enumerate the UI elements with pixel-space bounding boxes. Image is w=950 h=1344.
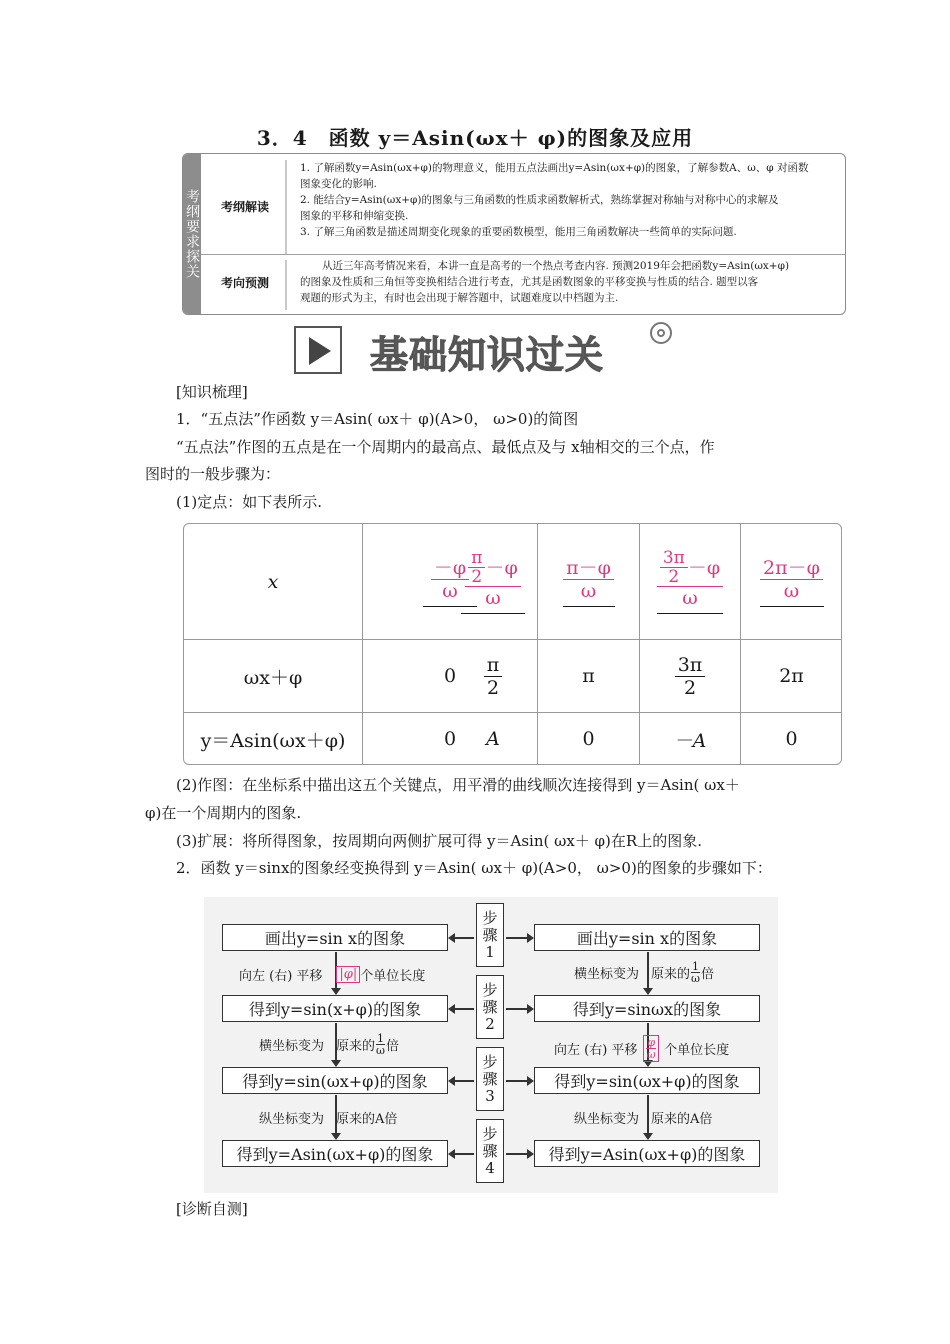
flow-note-right-3 bbox=[574, 1108, 712, 1127]
fraction-denominator: ω bbox=[485, 587, 501, 609]
step-box-3 bbox=[476, 1047, 504, 1111]
text-line: 图象变化的影响. bbox=[300, 178, 377, 190]
fraction-numerator: π bbox=[484, 654, 503, 677]
table-cell-y-5: 0 bbox=[785, 728, 798, 750]
answer-blank-line bbox=[461, 613, 525, 614]
paragraph-2b: 图时的一般步骤为： bbox=[145, 465, 281, 483]
exam-outline-box bbox=[182, 153, 846, 315]
note-text: 个单位长度 bbox=[360, 969, 426, 984]
flow-right-box-4: 得到y=Asin(ωx+φ)的图象 bbox=[534, 1140, 760, 1167]
flow-right-box-3: 得到y=sin(ωx+φ)的图象 bbox=[534, 1067, 760, 1094]
step-box-4 bbox=[476, 1119, 504, 1183]
fraction bbox=[760, 557, 824, 607]
fraction bbox=[675, 654, 706, 699]
exam-row-label-interpretation: 考纲解读 bbox=[220, 200, 269, 214]
table-cell-y-4: －A bbox=[673, 729, 707, 752]
section-label-diagnosis: [诊断自测] bbox=[176, 1200, 248, 1218]
paragraph-2a: “五点法”作图的五点是在一个周期内的最高点、最低点及与 x轴相交的三个点，作 bbox=[176, 438, 715, 456]
fraction-numerator: 2π－φ bbox=[760, 557, 823, 580]
table-cell-phase-5: 2π bbox=[779, 665, 804, 687]
arrow-right bbox=[506, 1153, 532, 1155]
exam-row-separator bbox=[201, 254, 845, 255]
fraction-denominator: ω bbox=[442, 579, 458, 602]
fraction-inner bbox=[465, 549, 521, 609]
fraction-inner bbox=[563, 557, 614, 602]
step-char: 骤 bbox=[482, 1141, 498, 1160]
note-fraction bbox=[691, 961, 700, 984]
table-cell-y-1: 0 bbox=[443, 728, 457, 750]
note-text: 纵坐标变为 bbox=[259, 1112, 325, 1127]
step-char: 步 bbox=[482, 908, 498, 927]
arrow-right bbox=[506, 1008, 532, 1010]
fraction bbox=[657, 549, 723, 614]
paragraph-4b: φ)在一个周期内的图象. bbox=[145, 804, 302, 822]
arrow-left bbox=[450, 937, 474, 939]
paragraph-4a: (2)作图：在坐标系中描出这五个关键点，用平滑的曲线顺次连接得到 y＝Asin( ωx＋ bbox=[176, 776, 740, 794]
text-line: 的图象及性质和三角恒等变换相结合进行考查，尤其是函数图象的平移变换与性质的结合. 题型以客 bbox=[300, 276, 759, 288]
numerator-tail: －φ bbox=[485, 556, 518, 579]
step-char: 骤 bbox=[482, 997, 498, 1016]
fraction-denominator: ω bbox=[682, 587, 698, 609]
exam-prediction-text bbox=[300, 258, 835, 306]
exam-row-label-prediction: 考向预测 bbox=[220, 276, 269, 290]
note-text: 横坐标变为 bbox=[574, 967, 640, 982]
fraction-numerator: 3π bbox=[675, 654, 706, 677]
exam-side-label: 考纲要求探关 bbox=[183, 154, 201, 314]
step-char: 1 bbox=[485, 942, 495, 961]
five-point-table bbox=[183, 523, 842, 765]
note-text: 原来的 bbox=[651, 967, 691, 982]
paragraph-6: 2．函数 y＝sinx的图象经变换得到 y＝Asin( ωx＋ φ)(A>0， ω>0)的图象的步骤如下： bbox=[176, 859, 772, 877]
step-char: 步 bbox=[482, 1124, 498, 1143]
fraction-inner bbox=[760, 557, 823, 602]
note-fraction bbox=[643, 1035, 659, 1062]
note-highlight: |φ| bbox=[336, 966, 360, 983]
text-line: 从近三年高考情况来看，本讲一直是高考的一个热点考查内容. 预测2019年会把函数y=Asin(ωx+φ) bbox=[322, 260, 790, 272]
flow-left-box-4: 得到y=Asin(ωx+φ)的图象 bbox=[222, 1140, 448, 1167]
step-char: 3 bbox=[485, 1086, 495, 1105]
step-char: 2 bbox=[485, 1014, 495, 1033]
note-text: 横坐标变为 bbox=[259, 1039, 325, 1054]
flow-note-right-2 bbox=[554, 1035, 729, 1062]
paragraph-5: (3)扩展：将所得图象，按周期向两侧扩展可得 y＝Asin( ωx＋ φ)在R上的图象. bbox=[176, 832, 702, 850]
step-char: 步 bbox=[482, 1052, 498, 1071]
fraction-numerator: 1 bbox=[692, 960, 700, 973]
page-title: 3．4 函数 y＝Asin(ωx＋ φ)的图象及应用 bbox=[256, 126, 694, 150]
inner-num: 3π bbox=[660, 549, 688, 568]
flow-note-right-1 bbox=[574, 961, 714, 984]
text-line: 3. 了解三角函数是描述周期变化现象的重要函数模型，能用三角函数解决一些简单的实际问题. bbox=[300, 226, 737, 238]
table-cell-y-3: 0 bbox=[582, 728, 595, 750]
fraction-numerator: φ bbox=[647, 1036, 656, 1049]
flow-note-left-1 bbox=[239, 965, 425, 984]
exam-interpretation-text bbox=[300, 160, 835, 240]
note-text: 个单位长度 bbox=[664, 1043, 730, 1058]
banner-title: 基础知识过关 bbox=[370, 333, 605, 377]
text-line: 1. 了解函数y=Asin(ωx+φ)的物理意义，能用五点法画出y=Asin(ωx+φ)的图象，了解参数A、ω、φ 对函数 bbox=[300, 162, 809, 174]
section-label-knowledge: [知识梳理] bbox=[176, 383, 248, 401]
fraction bbox=[484, 654, 503, 699]
fraction-denominator: ω bbox=[580, 579, 597, 602]
row-label-y: y＝Asin(ωx＋φ) bbox=[200, 729, 346, 752]
target-icon bbox=[650, 322, 672, 344]
table-cell-phase-3: π bbox=[582, 665, 595, 687]
step-char: 步 bbox=[482, 980, 498, 999]
arrow-left bbox=[450, 1008, 474, 1010]
step-char: 骤 bbox=[482, 925, 498, 944]
exam-row-divider bbox=[285, 260, 287, 310]
inner-den: 2 bbox=[471, 567, 483, 587]
fraction-numerator: －φ bbox=[431, 557, 469, 580]
table-cell-x-2 bbox=[449, 524, 537, 639]
note-text: 向左 (右) 平移 bbox=[554, 1043, 638, 1058]
fraction bbox=[563, 557, 615, 607]
answer-blank-line bbox=[563, 606, 615, 607]
flow-left-box-1: 画出y=sin x的图象 bbox=[222, 924, 448, 951]
table-cell-x-3 bbox=[538, 524, 639, 639]
fraction-denominator: ω bbox=[376, 1044, 386, 1057]
text-line: 2. 能结合y=Asin(ωx+φ)的图象与三角函数的性质求函数解析式，熟练掌握对称轴与对称中心的求解及 bbox=[300, 194, 779, 206]
table-cell-phase-1: 0 bbox=[443, 665, 457, 687]
section-banner bbox=[294, 326, 694, 376]
row-label-phase: ωx＋φ bbox=[243, 666, 303, 689]
fraction-numerator bbox=[657, 549, 723, 587]
flow-left-box-3: 得到y=sin(ωx+φ)的图象 bbox=[222, 1067, 448, 1094]
paragraph-3: (1)定点：如下表所示. bbox=[176, 493, 323, 511]
transformation-flow-diagram bbox=[204, 897, 778, 1193]
fraction-denominator: ω bbox=[646, 1048, 656, 1061]
arrow-left bbox=[450, 1080, 474, 1082]
note-text: 向左 (右) 平移 bbox=[239, 969, 323, 984]
fraction-numerator: π－φ bbox=[563, 557, 614, 580]
row-label-x: x bbox=[267, 570, 279, 593]
fraction-denominator: ω bbox=[783, 579, 800, 602]
answer-blank-line bbox=[657, 613, 723, 614]
table-cell-y-2: A bbox=[486, 728, 500, 750]
note-text: 原来的A倍 bbox=[651, 1112, 713, 1127]
spacer bbox=[447, 524, 448, 525]
note-text: 原来的A倍 bbox=[336, 1112, 398, 1127]
note-text: 倍 bbox=[386, 1039, 400, 1054]
exam-row-divider bbox=[285, 160, 287, 254]
arrow-left bbox=[450, 1153, 474, 1155]
table-cell-x-5 bbox=[741, 524, 842, 639]
flow-left-box-2: 得到y=sin(x+φ)的图象 bbox=[222, 995, 448, 1022]
fraction-denominator: ω bbox=[691, 972, 701, 985]
inner-fraction bbox=[660, 549, 688, 586]
table-cell-x-4 bbox=[640, 524, 740, 639]
table-cell-phase-2 bbox=[449, 640, 537, 712]
play-icon bbox=[294, 326, 342, 374]
flow-right-box-2: 得到y=sinωx的图象 bbox=[534, 995, 760, 1022]
text-line: 观题的形式为主，有时也会出现于解答题中，试题难度以中档题为主. bbox=[300, 292, 619, 304]
fraction-denominator: 2 bbox=[486, 676, 500, 699]
fraction-numerator bbox=[465, 549, 521, 587]
fraction-denominator: 2 bbox=[683, 676, 697, 699]
step-box-2 bbox=[476, 975, 504, 1039]
note-text: 原来的 bbox=[336, 1039, 376, 1054]
numerator-tail: －φ bbox=[687, 556, 721, 579]
note-text: 倍 bbox=[701, 967, 715, 982]
arrow-right bbox=[506, 937, 532, 939]
flow-right-box-1: 画出y=sin x的图象 bbox=[534, 924, 760, 951]
step-box-1 bbox=[476, 903, 504, 967]
note-text: 纵坐标变为 bbox=[574, 1112, 640, 1127]
note-fraction bbox=[376, 1033, 385, 1056]
flow-note-left-3 bbox=[259, 1108, 397, 1127]
inner-num: π bbox=[468, 549, 485, 568]
text-line: 图象的平移和伸缩变换. bbox=[300, 210, 409, 222]
inner-fraction bbox=[468, 549, 485, 586]
paragraph-1: 1．“五点法”作函数 y＝Asin( ωx＋ φ)(A>0， ω>0)的简图 bbox=[176, 410, 579, 428]
fraction-inner bbox=[657, 549, 723, 609]
table-cell-phase-4 bbox=[640, 640, 740, 712]
arrow-right bbox=[506, 1080, 532, 1082]
play-triangle bbox=[309, 337, 331, 365]
step-char: 4 bbox=[485, 1158, 495, 1177]
fraction bbox=[461, 549, 525, 614]
answer-blank-line bbox=[760, 606, 824, 607]
flow-note-left-2 bbox=[259, 1033, 399, 1056]
step-char: 骤 bbox=[482, 1069, 498, 1088]
fraction-numerator: 1 bbox=[377, 1032, 385, 1045]
inner-den: 2 bbox=[668, 567, 680, 587]
